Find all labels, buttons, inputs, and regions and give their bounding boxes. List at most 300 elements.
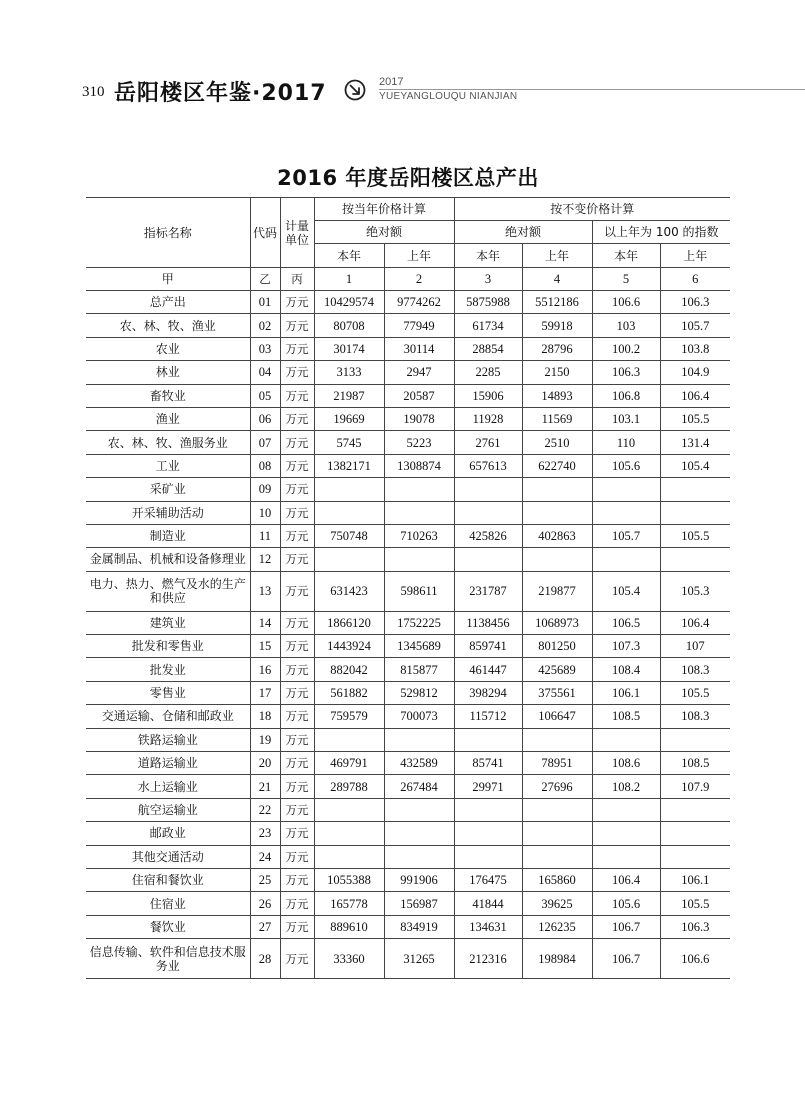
current-last-year-cell xyxy=(384,501,454,524)
indicator-name-cell: 住宿业 xyxy=(86,892,250,915)
current-this-year-cell: 80708 xyxy=(314,314,384,337)
index-last-year-cell: 108.5 xyxy=(660,752,730,775)
index-last-year-cell xyxy=(660,798,730,821)
constant-last-year-cell: 622740 xyxy=(522,454,592,477)
current-last-year-cell: 2947 xyxy=(384,361,454,384)
current-this-year-cell xyxy=(314,798,384,821)
indicator-name-cell: 邮政业 xyxy=(86,822,250,845)
index-this-year-cell: 108.6 xyxy=(592,752,660,775)
current-this-year-cell: 1055388 xyxy=(314,868,384,891)
table-row xyxy=(86,478,730,501)
unit-cell: 万元 xyxy=(280,314,314,337)
table-row xyxy=(86,431,730,454)
table-row xyxy=(86,291,730,314)
unit-cell: 万元 xyxy=(280,431,314,454)
indicator-name-cell: 批发业 xyxy=(86,658,250,681)
constant-this-year-cell: 134631 xyxy=(454,915,522,938)
index-last-year-cell: 107.9 xyxy=(660,775,730,798)
column-number: 2 xyxy=(384,268,454,291)
unit-cell: 万元 xyxy=(280,728,314,751)
index-last-year-cell: 106.4 xyxy=(660,384,730,407)
code-cell: 20 xyxy=(250,752,280,775)
current-last-year-cell: 598611 xyxy=(384,571,454,611)
constant-last-year-cell xyxy=(522,548,592,571)
index-this-year-cell: 103.1 xyxy=(592,407,660,430)
constant-this-year-cell xyxy=(454,845,522,868)
indicator-name-cell: 采矿业 xyxy=(86,478,250,501)
current-last-year-cell xyxy=(384,548,454,571)
current-last-year-cell: 432589 xyxy=(384,752,454,775)
current-this-year-cell xyxy=(314,728,384,751)
constant-this-year-cell: 29971 xyxy=(454,775,522,798)
constant-this-year-cell xyxy=(454,548,522,571)
index-this-year-cell xyxy=(592,501,660,524)
constant-this-year-cell: 425826 xyxy=(454,524,522,547)
table-row xyxy=(86,384,730,407)
code-cell: 22 xyxy=(250,798,280,821)
constant-this-year-cell xyxy=(454,822,522,845)
current-last-year-cell: 9774262 xyxy=(384,291,454,314)
index-last-year-cell: 106.3 xyxy=(660,915,730,938)
code-cell: 21 xyxy=(250,775,280,798)
table-row xyxy=(86,705,730,728)
constant-last-year-cell xyxy=(522,478,592,501)
index-this-year-cell: 108.5 xyxy=(592,705,660,728)
index-this-year-cell: 106.5 xyxy=(592,611,660,634)
index-this-year-cell: 105.4 xyxy=(592,571,660,611)
index-this-year-cell: 100.2 xyxy=(592,337,660,360)
table-row xyxy=(86,775,730,798)
constant-last-year-cell xyxy=(522,798,592,821)
code-cell: 14 xyxy=(250,611,280,634)
header-this-year: 本年 xyxy=(592,244,660,268)
unit-cell: 万元 xyxy=(280,892,314,915)
header-current-price: 按当年价格计算 xyxy=(314,198,454,221)
header-indicator: 指标名称 xyxy=(86,198,250,268)
constant-this-year-cell xyxy=(454,728,522,751)
current-last-year-cell: 267484 xyxy=(384,775,454,798)
unit-cell: 万元 xyxy=(280,407,314,430)
index-last-year-cell: 131.4 xyxy=(660,431,730,454)
table-row xyxy=(86,501,730,524)
current-this-year-cell: 889610 xyxy=(314,915,384,938)
table-row xyxy=(86,728,730,751)
column-number: 5 xyxy=(592,268,660,291)
index-last-year-cell: 106.3 xyxy=(660,291,730,314)
code-cell: 11 xyxy=(250,524,280,547)
index-this-year-cell xyxy=(592,728,660,751)
index-this-year-cell: 105.7 xyxy=(592,524,660,547)
current-last-year-cell: 19078 xyxy=(384,407,454,430)
unit-cell: 万元 xyxy=(280,454,314,477)
unit-cell: 万元 xyxy=(280,337,314,360)
current-last-year-cell: 77949 xyxy=(384,314,454,337)
header-last-year: 上年 xyxy=(660,244,730,268)
current-this-year-cell xyxy=(314,845,384,868)
current-this-year-cell xyxy=(314,501,384,524)
table-row xyxy=(86,892,730,915)
constant-last-year-cell: 1068973 xyxy=(522,611,592,634)
table-row xyxy=(86,845,730,868)
table-row xyxy=(86,454,730,477)
code-cell: 04 xyxy=(250,361,280,384)
indicator-name-cell: 制造业 xyxy=(86,524,250,547)
code-cell: 27 xyxy=(250,915,280,938)
column-number-row xyxy=(86,268,730,291)
index-last-year-cell: 105.3 xyxy=(660,571,730,611)
indicator-name-cell: 开采辅助活动 xyxy=(86,501,250,524)
constant-last-year-cell: 402863 xyxy=(522,524,592,547)
current-this-year-cell: 10429574 xyxy=(314,291,384,314)
index-last-year-cell xyxy=(660,728,730,751)
table-row xyxy=(86,635,730,658)
code-cell: 06 xyxy=(250,407,280,430)
table-row xyxy=(86,524,730,547)
index-last-year-cell: 105.7 xyxy=(660,314,730,337)
index-this-year-cell xyxy=(592,548,660,571)
current-last-year-cell: 710263 xyxy=(384,524,454,547)
constant-this-year-cell: 85741 xyxy=(454,752,522,775)
constant-this-year-cell: 11928 xyxy=(454,407,522,430)
table-row xyxy=(86,571,730,611)
code-cell: 16 xyxy=(250,658,280,681)
constant-last-year-cell: 27696 xyxy=(522,775,592,798)
index-last-year-cell xyxy=(660,845,730,868)
current-this-year-cell: 19669 xyxy=(314,407,384,430)
current-this-year-cell: 759579 xyxy=(314,705,384,728)
table-row xyxy=(86,752,730,775)
header-code: 代码 xyxy=(250,198,280,268)
current-last-year-cell: 1345689 xyxy=(384,635,454,658)
code-cell: 17 xyxy=(250,681,280,704)
unit-cell: 万元 xyxy=(280,361,314,384)
current-this-year-cell: 289788 xyxy=(314,775,384,798)
current-last-year-cell xyxy=(384,728,454,751)
constant-last-year-cell xyxy=(522,822,592,845)
header-rule xyxy=(379,89,805,90)
index-last-year-cell: 106.4 xyxy=(660,611,730,634)
index-last-year-cell: 106.6 xyxy=(660,939,730,979)
index-this-year-cell: 105.6 xyxy=(592,892,660,915)
current-this-year-cell: 1382171 xyxy=(314,454,384,477)
current-last-year-cell: 1752225 xyxy=(384,611,454,634)
unit-cell: 万元 xyxy=(280,635,314,658)
indicator-name-cell: 餐饮业 xyxy=(86,915,250,938)
column-number: 4 xyxy=(522,268,592,291)
index-this-year-cell xyxy=(592,845,660,868)
index-this-year-cell xyxy=(592,798,660,821)
code-cell: 26 xyxy=(250,892,280,915)
indicator-name-cell: 道路运输业 xyxy=(86,752,250,775)
current-this-year-cell: 1443924 xyxy=(314,635,384,658)
indicator-name-cell: 电力、热力、燃气及水的生产和供应 xyxy=(86,571,250,611)
table-title: 2016 年度岳阳楼区总产出 xyxy=(277,166,539,190)
constant-last-year-cell: 14893 xyxy=(522,384,592,407)
current-last-year-cell xyxy=(384,822,454,845)
unit-cell: 万元 xyxy=(280,501,314,524)
header-year: 2017 xyxy=(379,76,404,88)
code-cell: 18 xyxy=(250,705,280,728)
indicator-name-cell: 农业 xyxy=(86,337,250,360)
constant-this-year-cell: 657613 xyxy=(454,454,522,477)
index-this-year-cell: 103 xyxy=(592,314,660,337)
unit-cell: 万元 xyxy=(280,611,314,634)
unit-cell: 万元 xyxy=(280,291,314,314)
indicator-name-cell: 住宿和餐饮业 xyxy=(86,868,250,891)
header-absolute-constant: 绝对额 xyxy=(454,221,592,244)
constant-last-year-cell: 219877 xyxy=(522,571,592,611)
unit-cell: 万元 xyxy=(280,775,314,798)
current-this-year-cell: 3133 xyxy=(314,361,384,384)
constant-this-year-cell: 28854 xyxy=(454,337,522,360)
indicator-name-cell: 林业 xyxy=(86,361,250,384)
index-last-year-cell: 105.5 xyxy=(660,892,730,915)
indicator-name-cell: 总产出 xyxy=(86,291,250,314)
current-last-year-cell: 991906 xyxy=(384,868,454,891)
constant-this-year-cell xyxy=(454,501,522,524)
current-last-year-cell: 1308874 xyxy=(384,454,454,477)
constant-this-year-cell: 398294 xyxy=(454,681,522,704)
table-row xyxy=(86,611,730,634)
constant-this-year-cell: 2285 xyxy=(454,361,522,384)
index-last-year-cell xyxy=(660,501,730,524)
column-number: 丙 xyxy=(280,268,314,291)
current-last-year-cell: 815877 xyxy=(384,658,454,681)
index-this-year-cell: 106.7 xyxy=(592,939,660,979)
constant-last-year-cell: 126235 xyxy=(522,915,592,938)
current-this-year-cell: 1866120 xyxy=(314,611,384,634)
index-this-year-cell: 106.1 xyxy=(592,681,660,704)
unit-cell: 万元 xyxy=(280,658,314,681)
current-last-year-cell: 5223 xyxy=(384,431,454,454)
current-last-year-cell xyxy=(384,478,454,501)
table-row xyxy=(86,939,730,979)
constant-last-year-cell xyxy=(522,845,592,868)
table-row xyxy=(86,822,730,845)
code-cell: 10 xyxy=(250,501,280,524)
table-row xyxy=(86,407,730,430)
header-last-year: 上年 xyxy=(522,244,592,268)
code-cell: 08 xyxy=(250,454,280,477)
current-this-year-cell: 30174 xyxy=(314,337,384,360)
indicator-name-cell: 农、林、牧、渔业 xyxy=(86,314,250,337)
unit-cell: 万元 xyxy=(280,752,314,775)
constant-this-year-cell: 176475 xyxy=(454,868,522,891)
current-last-year-cell: 31265 xyxy=(384,939,454,979)
table-row xyxy=(86,314,730,337)
index-last-year-cell: 103.8 xyxy=(660,337,730,360)
indicator-name-cell: 畜牧业 xyxy=(86,384,250,407)
code-cell: 02 xyxy=(250,314,280,337)
constant-last-year-cell: 375561 xyxy=(522,681,592,704)
index-last-year-cell: 105.4 xyxy=(660,454,730,477)
current-this-year-cell: 561882 xyxy=(314,681,384,704)
indicator-name-cell: 金属制品、机械和设备修理业 xyxy=(86,548,250,571)
constant-last-year-cell: 5512186 xyxy=(522,291,592,314)
current-this-year-cell: 750748 xyxy=(314,524,384,547)
constant-this-year-cell xyxy=(454,798,522,821)
unit-cell: 万元 xyxy=(280,915,314,938)
table-row xyxy=(86,915,730,938)
circle-arrow-icon xyxy=(344,79,366,101)
index-this-year-cell: 108.2 xyxy=(592,775,660,798)
table-row xyxy=(86,548,730,571)
current-last-year-cell xyxy=(384,798,454,821)
constant-last-year-cell: 11569 xyxy=(522,407,592,430)
code-cell: 09 xyxy=(250,478,280,501)
unit-cell: 万元 xyxy=(280,798,314,821)
index-this-year-cell xyxy=(592,822,660,845)
index-last-year-cell: 108.3 xyxy=(660,705,730,728)
column-number: 3 xyxy=(454,268,522,291)
indicator-name-cell: 零售业 xyxy=(86,681,250,704)
current-this-year-cell: 33360 xyxy=(314,939,384,979)
table-row xyxy=(86,681,730,704)
table-row xyxy=(86,337,730,360)
table-row xyxy=(86,868,730,891)
constant-this-year-cell: 5875988 xyxy=(454,291,522,314)
indicator-name-cell: 其他交通活动 xyxy=(86,845,250,868)
constant-last-year-cell: 165860 xyxy=(522,868,592,891)
unit-cell: 万元 xyxy=(280,681,314,704)
index-last-year-cell xyxy=(660,548,730,571)
indicator-name-cell: 工业 xyxy=(86,454,250,477)
table-row xyxy=(86,798,730,821)
index-this-year-cell: 106.8 xyxy=(592,384,660,407)
index-this-year-cell: 106.6 xyxy=(592,291,660,314)
unit-cell: 万元 xyxy=(280,705,314,728)
code-cell: 19 xyxy=(250,728,280,751)
unit-cell: 万元 xyxy=(280,478,314,501)
index-this-year-cell: 108.4 xyxy=(592,658,660,681)
unit-cell: 万元 xyxy=(280,524,314,547)
code-cell: 28 xyxy=(250,939,280,979)
code-cell: 13 xyxy=(250,571,280,611)
unit-cell: 万元 xyxy=(280,845,314,868)
indicator-name-cell: 铁路运输业 xyxy=(86,728,250,751)
constant-last-year-cell: 801250 xyxy=(522,635,592,658)
index-last-year-cell: 104.9 xyxy=(660,361,730,384)
current-this-year-cell: 631423 xyxy=(314,571,384,611)
code-cell: 15 xyxy=(250,635,280,658)
constant-last-year-cell: 59918 xyxy=(522,314,592,337)
constant-this-year-cell: 461447 xyxy=(454,658,522,681)
index-last-year-cell xyxy=(660,822,730,845)
index-this-year-cell xyxy=(592,478,660,501)
column-number: 甲 xyxy=(86,268,250,291)
code-cell: 24 xyxy=(250,845,280,868)
constant-last-year-cell xyxy=(522,501,592,524)
index-last-year-cell: 105.5 xyxy=(660,681,730,704)
index-this-year-cell: 106.3 xyxy=(592,361,660,384)
code-cell: 25 xyxy=(250,868,280,891)
current-this-year-cell: 165778 xyxy=(314,892,384,915)
current-this-year-cell xyxy=(314,478,384,501)
unit-cell: 万元 xyxy=(280,384,314,407)
code-cell: 05 xyxy=(250,384,280,407)
indicator-name-cell: 信息传输、软件和信息技术服务业 xyxy=(86,939,250,979)
header-index: 以上年为 100 的指数 xyxy=(592,221,730,244)
constant-last-year-cell: 2150 xyxy=(522,361,592,384)
index-last-year-cell: 107 xyxy=(660,635,730,658)
code-cell: 12 xyxy=(250,548,280,571)
index-this-year-cell: 105.6 xyxy=(592,454,660,477)
current-last-year-cell xyxy=(384,845,454,868)
code-cell: 01 xyxy=(250,291,280,314)
current-this-year-cell xyxy=(314,822,384,845)
indicator-name-cell: 批发和零售业 xyxy=(86,635,250,658)
current-this-year-cell: 5745 xyxy=(314,431,384,454)
constant-last-year-cell xyxy=(522,728,592,751)
output-table xyxy=(86,197,730,979)
code-cell: 03 xyxy=(250,337,280,360)
indicator-name-cell: 渔业 xyxy=(86,407,250,430)
index-this-year-cell: 106.7 xyxy=(592,915,660,938)
constant-this-year-cell: 41844 xyxy=(454,892,522,915)
index-last-year-cell: 108.3 xyxy=(660,658,730,681)
current-last-year-cell: 30114 xyxy=(384,337,454,360)
column-number: 乙 xyxy=(250,268,280,291)
header-subtitle: YUEYANGLOUQU NIANJIAN xyxy=(379,91,518,102)
constant-this-year-cell: 1138456 xyxy=(454,611,522,634)
index-this-year-cell: 110 xyxy=(592,431,660,454)
constant-last-year-cell: 425689 xyxy=(522,658,592,681)
index-last-year-cell: 105.5 xyxy=(660,524,730,547)
column-number: 6 xyxy=(660,268,730,291)
current-last-year-cell: 156987 xyxy=(384,892,454,915)
page-header xyxy=(82,74,805,108)
header-last-year: 上年 xyxy=(384,244,454,268)
constant-this-year-cell: 115712 xyxy=(454,705,522,728)
header-constant-price: 按不变价格计算 xyxy=(454,198,730,221)
table-row xyxy=(86,658,730,681)
column-number: 1 xyxy=(314,268,384,291)
indicator-name-cell: 建筑业 xyxy=(86,611,250,634)
index-last-year-cell xyxy=(660,478,730,501)
current-last-year-cell: 20587 xyxy=(384,384,454,407)
constant-last-year-cell: 28796 xyxy=(522,337,592,360)
code-cell: 07 xyxy=(250,431,280,454)
current-last-year-cell: 834919 xyxy=(384,915,454,938)
current-last-year-cell: 529812 xyxy=(384,681,454,704)
indicator-name-cell: 农、林、牧、渔服务业 xyxy=(86,431,250,454)
unit-cell: 万元 xyxy=(280,822,314,845)
current-this-year-cell xyxy=(314,548,384,571)
constant-last-year-cell: 2510 xyxy=(522,431,592,454)
constant-this-year-cell: 231787 xyxy=(454,571,522,611)
index-this-year-cell: 107.3 xyxy=(592,635,660,658)
constant-last-year-cell: 106647 xyxy=(522,705,592,728)
unit-cell: 万元 xyxy=(280,548,314,571)
index-this-year-cell: 106.4 xyxy=(592,868,660,891)
header-this-year: 本年 xyxy=(314,244,384,268)
constant-this-year-cell: 2761 xyxy=(454,431,522,454)
indicator-name-cell: 水上运输业 xyxy=(86,775,250,798)
unit-cell: 万元 xyxy=(280,939,314,979)
indicator-name-cell: 航空运输业 xyxy=(86,798,250,821)
table-row xyxy=(86,361,730,384)
current-this-year-cell: 21987 xyxy=(314,384,384,407)
unit-cell: 万元 xyxy=(280,868,314,891)
constant-last-year-cell: 198984 xyxy=(522,939,592,979)
current-last-year-cell: 700073 xyxy=(384,705,454,728)
header-absolute: 绝对额 xyxy=(314,221,454,244)
code-cell: 23 xyxy=(250,822,280,845)
current-this-year-cell: 469791 xyxy=(314,752,384,775)
constant-this-year-cell: 212316 xyxy=(454,939,522,979)
constant-this-year-cell: 61734 xyxy=(454,314,522,337)
constant-this-year-cell xyxy=(454,478,522,501)
